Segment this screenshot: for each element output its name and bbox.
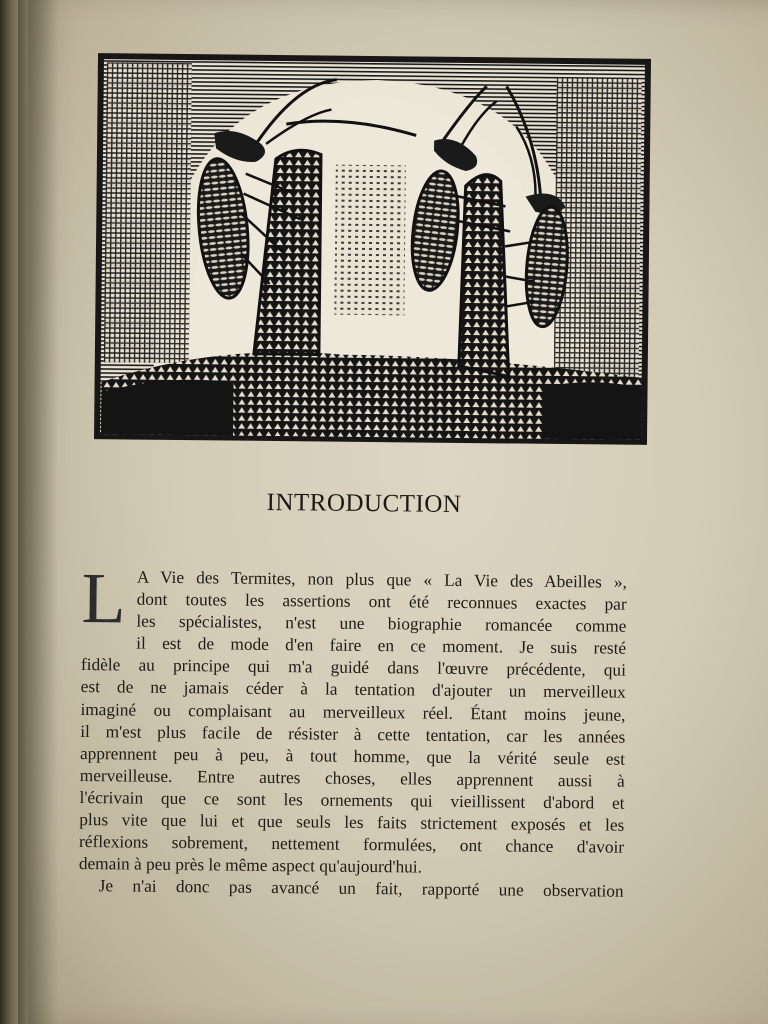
text-line: Je n'ai donc pas avancé un fait, rapporté une observation [98, 876, 624, 902]
text-line: demain à peu près le même aspect qu'aujourd'hui. [78, 854, 423, 877]
text-line: l'écrivain que ce sont les ornements qui vieillissent d'abord et [79, 787, 625, 813]
body-text [78, 558, 627, 903]
text-line: plus vite que lui et que seuls les faits strictement exposés et les [79, 810, 625, 835]
text-line: est de ne jamais céder à la tentation d'ajouter un merveilleux [80, 677, 626, 703]
text-line: merveilleuse. Entre autres choses, elles apprennent aussi à [79, 765, 625, 791]
text-line: apprennent peu à peu, à tout homme, que la vérité seule est [79, 743, 626, 769]
chapter-heading: INTRODUCTION [266, 488, 462, 519]
woodcut-illustration [93, 52, 652, 446]
text-line: dont toutes les assertions ont été reconnues exactes par [136, 589, 627, 614]
text-line: A Vie des Termites, non plus que « La Vie des Abeilles », [136, 567, 627, 592]
text-line: réflexions sobrement, nettement formulées, ont chance d'avoir [79, 832, 625, 857]
text-line: fidèle au principe qui m'a guidé dans l'œuvre précédente, qui [80, 655, 627, 681]
text-line: imaginé ou complaisant au merveilleux réel. Étant moins jeune, [80, 699, 626, 725]
text-line: il m'est plus facile de résister à cette tentation, car les années [80, 721, 626, 747]
text-line: il est de mode d'en faire en ce moment. Je suis resté [136, 633, 627, 658]
drop-cap: L [81, 558, 127, 639]
text-line: les spécialistes, n'est une biographie romancée comme [136, 611, 627, 636]
